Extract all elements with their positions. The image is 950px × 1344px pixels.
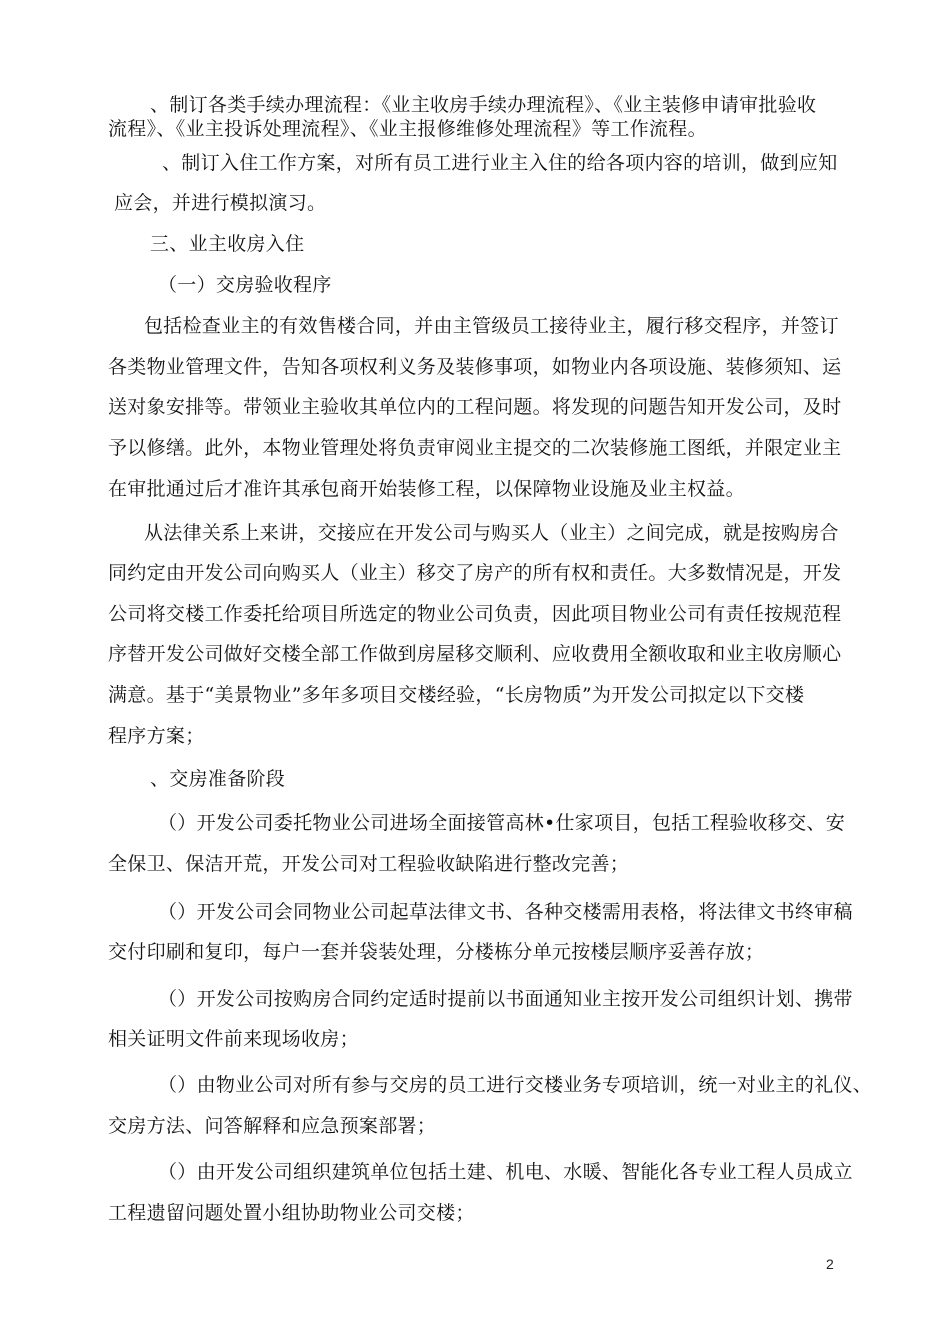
text-line-3: 、制订入住工作方案，对所有员工进行业主入住的给各项内容的培训，做到应知	[162, 152, 838, 174]
item-3-line-1: （）开发公司按购房合同约定适时提前以书面通知业主按开发公司组织计划、携带	[158, 988, 853, 1010]
item-5-line-2: 工程遗留问题处置小组协助物业公司交楼；	[108, 1202, 475, 1224]
page-number: 2	[826, 1256, 834, 1272]
text-line-4: 应会，并进行模拟演习。	[114, 192, 327, 214]
item-2-line-1: （）开发公司会同物业公司起草法律文书、各种交楼需用表格，将法律文书终审稿	[158, 901, 853, 923]
paragraph-1-line-3: 送对象安排等。带领业主验收其单位内的工程问题。将发现的问题告知开发公司，及时	[108, 396, 842, 418]
stage-heading: 、交房准备阶段	[150, 768, 286, 790]
paragraph-2-line-5: 满意。基于“美景物业”多年多项目交楼经验，“长房物质”为开发公司拟定以下交楼	[108, 684, 805, 706]
text-line-2: 流程》、《业主投诉处理流程》、《业主报修维修处理流程》等工作流程。	[108, 118, 707, 140]
item-2-line-2: 交付印刷和复印，每户一套并袋装处理，分楼栋分单元按楼层顺序妥善存放；	[108, 941, 765, 963]
paragraph-1-line-2: 各类物业管理文件，告知各项权利义务及装修事项，如物业内各项设施、装修须知、运	[108, 356, 842, 378]
item-4-line-2: 交房方法、问答解释和应急预案部署；	[108, 1115, 437, 1137]
paragraph-2-line-6: 程序方案；	[108, 725, 205, 747]
paragraph-2-line-3: 公司将交楼工作委托给项目所选定的物业公司负责，因此项目物业公司有责任按规范程	[108, 603, 842, 625]
paragraph-2-line-4: 序替开发公司做好交楼全部工作做到房屋移交顺利、应收费用全额收取和业主收房顺心	[108, 643, 842, 665]
paragraph-2-line-1: 从法律关系上来讲，交接应在开发公司与购买人（业主）之间完成，就是按购房合	[144, 522, 839, 544]
item-1-line-1: （）开发公司委托物业公司进场全面接管高林•仕家项目，包括工程验收移交、安	[158, 812, 846, 834]
item-1-line-2: 全保卫、保洁开荒，开发公司对工程验收缺陷进行整改完善；	[108, 853, 630, 875]
item-5-line-1: （）由开发公司组织建筑单位包括土建、机电、水暖、智能化各专业工程人员成立	[158, 1161, 853, 1183]
item-4-line-1: （）由物业公司对所有参与交房的员工进行交楼业务专项培训，统一对业主的礼仪、	[158, 1074, 873, 1096]
paragraph-1-line-4: 予以修缮。此外，本物业管理处将负责审阅业主提交的二次装修施工图纸，并限定业主	[108, 437, 842, 459]
paragraph-1-line-5: 在审批通过后才准许其承包商开始装修工程，以保障物业设施及业主权益。	[108, 478, 745, 500]
paragraph-1-line-1: 包括检查业主的有效售楼合同，并由主管级员工接待业主，履行移交程序，并签订	[144, 315, 839, 337]
text-line-1: 、制订各类手续办理流程：《业主收房手续办理流程》、《业主装修申请审批验收	[150, 94, 817, 116]
subsection-heading: （一）交房验收程序	[158, 274, 332, 296]
item-3-line-2: 相关证明文件前来现场收房；	[108, 1028, 359, 1050]
paragraph-2-line-2: 同约定由开发公司向购买人（业主）移交了房产的所有权和责任。大多数情况是，开发	[108, 562, 842, 584]
section-heading: 三、业主收房入住	[150, 233, 305, 255]
